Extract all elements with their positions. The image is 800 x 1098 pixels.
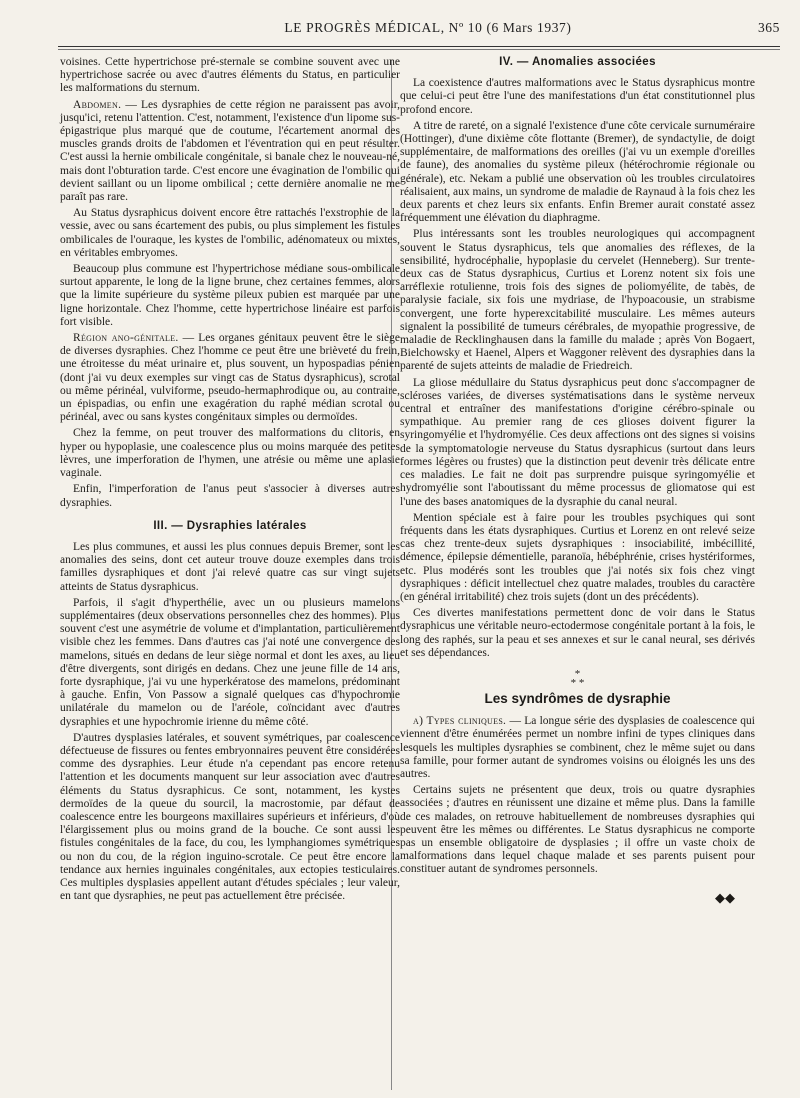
paragraph: Les plus communes, et aussi les plus connues depuis Bremer, sont les anomalies des seins, dont cet auteur trouve douze exemples dans trois familles dysraphiques et dont j'ai relevé quatre cas sur vingt sujets atteints de Status dysraphicus.: [60, 540, 400, 593]
paragraph: D'autres dysplasies latérales, et souvent symétriques, par coalescence défectueuse de fissures ou fentes embryonnaires peuvent être considérées comme des dysraphies. Leur étude n'a cependant pas encore retenu l'attention et les documents manquent sur leur association avec d'autres éléments du Status dysraphicus. Ce sont, notamment, les kystes dermoïdes de la queue du sourcil, la macrostomie, par défaut de coalescence entre les bourgeons maxillaires supérieurs et inférieurs, d'où l'élargissement plus ou moins grand de la bouche. Ce sont aussi les fistules congénitales de la face, du cou, les lymphangiomes symétriques ou non du cou, de la région inguino-scrotale. Ce peut être encore la tendance aux hernies inguinales congénitales, aux ectopies testiculaires. Ces multiples dysplasies appellent autant d'études spéciales ; leur valeur, en tant que dysraphies, ne peut pas actuellement être précisée.: [60, 731, 400, 903]
right-column: [400, 56, 755, 904]
run-in-heading: Région ano-génitale.: [73, 332, 179, 345]
paragraph-ano-genitale: Région ano-génitale. — Les organes génitaux peuvent être le siège de diverses dysraphies. Chez l'homme ce peut être une brièveté du frein, une étroitesse du méat urinaire et, plus souvent, un hypospadias pénien (dont j'ai vu deux exemples sur vingt cas de Status dysraphicus), scrotal ou même périnéal, vulviforme, pseudo-hermaphrodique ou, au contraire, un épispadias, ou enfin une exagération du raphé médian scrotal ou périnéal, avec ou sans kystes congénitaux simples ou dermoïdes.: [60, 332, 400, 424]
paragraph: Parfois, il s'agit d'hyperthélie, avec un ou plusieurs mamelons supplémentaires (deux observations personnelles chez des hommes). Plus souvent c'est une asymétrie de volume et d'implantation, particulièrement visible chez les femmes. Dans d'autres cas j'ai noté une convergence des mamelons, situés en dedans de leur siège normal et dont les axes, au lieu d'être divergents, sont dirigés en dedans. Chez une jeune fille de 14 ans, forte dysraphique, j'ai vu une hyperkératose des mamelons, prédominant à gauche. Enfin, Von Passow a signalé quelques cas d'hypochromie unilatérale du mamelon ou de l'aréole, coïncidant avec d'autres dysraphies et une hypochromie irienne du même côté.: [60, 596, 400, 728]
section-asterism: * * *: [570, 667, 585, 689]
run-in-heading: Abdomen.: [73, 98, 122, 111]
paragraph: Plus intéressants sont les troubles neurologiques qui accompagnent souvent le Status dysraphicus, tels que anomalies des réflexes, de la sensibilité, hydrocéphalie, hypoplasie du cervelet (Henneberg). Sur trente-deux cas de Status dysraphicus, Curtius et Lorenz notent six fois une arréflexie rotulienne, trois fois des signes de poliomyélite, de tabès, de paralysie faciale, six fois une mydriase, de l'hypoacousie, un strabisme convergent, une forte hyperexcitabilité musculaire. Les mêmes auteurs signalent la possibilité de tumeurs cérébrales, de myopathie progressive, de maladie de Recklinghausen dans la famille du malade ; après Von Bogaert, Bielchowsky et Haenel, Alpers et Waggoner relèvent des dysraphies dans la parenté de sujets atteints de maladie de Friedreich.: [400, 228, 755, 373]
paragraph: Certains sujets ne présentent que deux, trois ou quatre dysraphies associées ; d'autres en réunissent une dizaine et même plus. Dans la famille de ces malades, on retrouve habituellement de nombreuses dysraphies qui peuvent être les mêmes ou différentes. Le Status dysraphicus ne comporte pas un ensemble obligatoire de dysplasies ; il offre un vaste choix de malformations dans lequel chaque malade et ses parents puisent pour constituer autant de syndromes personnels.: [400, 784, 755, 876]
paragraph: La coexistence d'autres malformations avec le Status dysraphicus montre que celui-ci peut être l'une des manifestations d'un état constitutionnel plus profond encore.: [400, 77, 755, 116]
paragraph: Beaucoup plus commune est l'hypertrichose médiane sous-ombilicale surtout apparente, le long de la ligne brune, chez certaines femmes, alors que la limite supérieure du système pileux pubien est marquée par une ligne horizontale. Chez l'homme, cette hypertrichose linéaire est parfois fort visible.: [60, 263, 400, 328]
section-heading-syndromes: Les syndrômes de dysraphie: [484, 690, 671, 706]
journal-title: LE PROGRÈS MÉDICAL, Nº 10 (6 Mars 1937): [284, 20, 572, 35]
left-column: [60, 56, 400, 906]
header-rule: [58, 46, 780, 47]
paragraph: La gliose médullaire du Status dysraphicus peut donc s'accompagner de scléroses variées, de diverses systématisations dans le système nerveux central et entraîner des manifestations d'origine cérébro-spinale ou sympathique. Au premier rang de ces glioses doivent figurer la syringomyélie et l'hydromyélie. Ces deux affections ont des signes si voisins de la symptomatologie nerveuse du Status dysraphicus (surtout dans leurs formes légères ou frustes) que la distinction peut devenir très délicate entre ces maladies. Le fait ne doit pas surprendre puisque syringomyélie et hydromyélie sont l'aboutissant du même processus de gliomatose qui est l'une des bases anatomiques de la dysraphie du canal neural.: [400, 376, 755, 508]
paragraph-abdomen: Abdomen. — Les dysraphies de cette région ne paraissent pas avoir, jusqu'ici, retenu l'attention. C'est, notamment, l'existence d'un lipome sus-épigastrique plus marqué que de coutume, l'écartement anormal des muscles grands droits de l'abdomen et l'éventration qui en peut résulter. C'est aussi la hernie ombilicale congénitale, si banale chez le nouveau-né, mais dont l'obturation tarde. C'est encore une évagination de l'ombilic qui devient saillant ou un lipome ombilical ; cette dernière anomalie ne me paraît pas rare.: [60, 98, 400, 204]
paragraph: Au Status dysraphicus doivent encore être rattachés l'exstrophie de la vessie, avec ou sans écartement des pubis, ou plus simplement les fistules ombilicales de l'ouraque, les kystes de l'ombilic, adénomateux ou mixtes, en véritables embryomes.: [60, 207, 400, 259]
paragraph: Ces divertes manifestations permettent donc de voir dans le Status dysraphicus une véritable neuro-ectodermose congénitale portant à la fois, le long des raphés, sur la peau et ses annexes et sur le canal neural, ses dérivés et ses dépendances.: [400, 607, 755, 659]
paragraph: Chez la femme, on peut trouver des malformations du clitoris, en hyper ou hypoplasie, une coalescence plus ou moins marquée des petites lèvres, une imperforation de l'hymen, une atrésie ou même une aplasie vaginale.: [60, 427, 400, 480]
section-heading-iii: III. — Dysraphies latérales: [153, 519, 307, 532]
paragraph-types-cliniques: a) Types cliniques. — La longue série des dysplasies de coalescence qui viennent d'être énumérées permet un nombre infini de types cliniques dans lesquels les multiples dysraphies se combinent, chez le même sujet ou dans sa famille, pour former autant de syndromes voisins ou éloignés les uns des autres.: [400, 715, 755, 780]
paragraph: Enfin, l'imperforation de l'anus peut s'associer à diverses autres dysraphies.: [60, 483, 400, 509]
paragraph: A titre de rareté, on a signalé l'existence d'une côte cervicale surnuméraire (Hottinger), d'une dixième côte flottante (Bremer), de syndactylie, de doigt supplémentaire, de malformations des oreilles (j'ai vu un exemple d'oreilles de faune), des anomalies du système pileux (hétérochromie régionale ou générale), etc. Nekam a publié une observation où les troubles circulatoires réalisaient, aux mains, un syndrome de maladie de Raynaud à la fois chez les deux parents et chez leurs six enfants. Enfin Bremer aurait constaté assez fréquemment une élévation du diaphragme.: [400, 119, 755, 225]
section-heading-iv: IV. — Anomalies associées: [499, 56, 656, 68]
paragraph: Mention spéciale est à faire pour les troubles psychiques qui sont fréquents dans les états dysraphiques. Curtius et Lorenz en ont relevé seize cas chez trente-deux sujets dysraphiques : insociabilité, imbécillité, démence, épilepsie démentielle, paranoïa, hébéphrénie, crises hystériformes, etc. Plus modérés sont les troubles que j'ai notés six fois chez vingt dysraphiques : déficit intellectuel chez quatre malades, troubles du caractère (en général irritabilité) chez trois sujets (dont un des précédents).: [400, 511, 755, 603]
page-number: 365: [757, 20, 780, 35]
running-head: [58, 20, 780, 42]
header-rule-thin: [58, 49, 780, 50]
paragraph: voisines. Cette hypertrichose pré-sternale se combine souvent avec une hypertrichose sacrée ou avec d'autres éléments du Status, en particulier les malformations du sternum.: [60, 56, 400, 95]
end-ornament: ◆◆: [715, 889, 735, 905]
run-in-heading: a) Types cliniques.: [413, 715, 507, 728]
